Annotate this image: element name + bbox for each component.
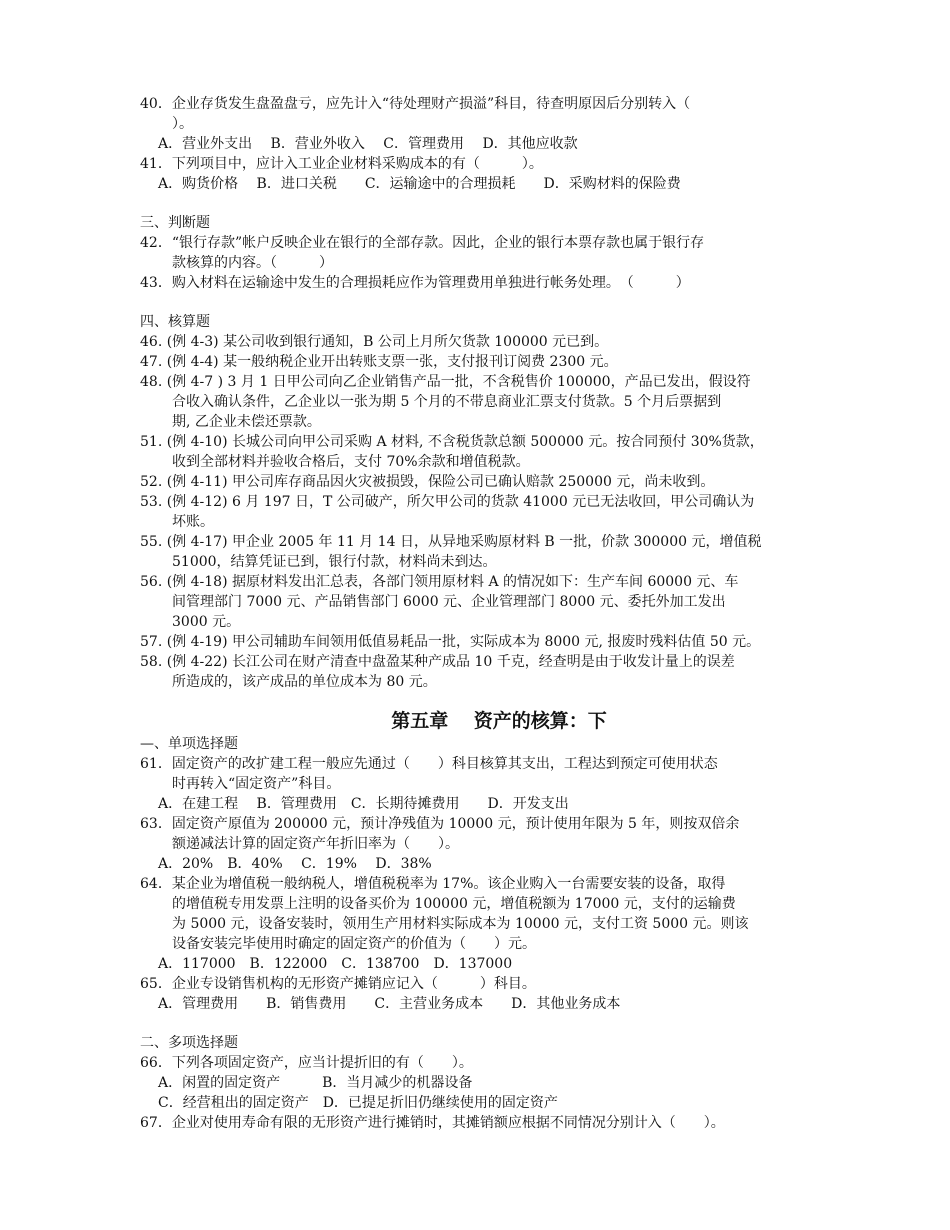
section-true-false-heading: 三、判断题	[140, 215, 210, 231]
question-42-line1: 42．“银行存款”帐户反映企业在银行的全部存款。因此，企业的银行本票存款也属于银行存	[140, 235, 705, 251]
question-64-options: A．117000 B．122000 C．138700 D．137000	[158, 956, 513, 972]
question-58-line2: 所造成的，该产成品的单位成本为 80 元。	[172, 674, 437, 690]
question-51-line1: 51. (例 4-10) 长城公司向甲公司采购 A 材料, 不含税货款总额 500000 元。按合同预付 30%货款，	[140, 434, 764, 450]
section-multi-choice-heading: 二、多项选择题	[140, 1035, 238, 1051]
question-65-options: A．管理费用 B．销售费用 C．主营业务成本 D．其他业务成本	[158, 996, 621, 1012]
question-66: 66．下列各项固定资产，应当计提折旧的有（ ）。	[140, 1055, 473, 1071]
question-52: 52. (例 4-11) 甲公司库存商品因火灾被损毁，保险公司已确认赔款 250000 元，尚未收到。	[140, 474, 715, 490]
question-56-line2: 间管理部门 7000 元、产品销售部门 6000 元、企业管理部门 8000 元、委托外加工发出	[172, 594, 726, 610]
question-47: 47. (例 4-4) 某一般纳税企业开出转账支票一张，支付报刊订阅费 2300 元。	[140, 354, 618, 370]
question-51-line2: 收到全部材料并验收合格后，支付 70%余款和增值税款。	[172, 454, 530, 470]
question-40-line1: 40．企业存货发生盘盈盘亏，应先计入“待处理财产损溢”科目，待查明原因后分别转入（	[140, 96, 691, 112]
section-single-choice-heading: —、单项选择题	[140, 736, 238, 752]
question-61-line1: 61．固定资产的改扩建工程一般应先通过（ ）科目核算其支出，工程达到预定可使用状态	[140, 756, 718, 772]
question-53-line1: 53. (例 4-12) 6 月 197 日，T 公司破产，所欠甲公司的货款 41000 元已无法收回，甲公司确认为	[140, 494, 755, 510]
question-64-line4: 设备安装完毕使用时确定的固定资产的价值为（ ）元。	[172, 936, 536, 952]
question-40-line2: ）。	[172, 116, 193, 132]
question-64-line2: 的增值税专用发票上注明的设备买价为 100000 元，增值税额为 17000 元，支付的运输费	[172, 896, 736, 912]
question-55-line2: 51000，结算凭证已到，银行付款，材料尚未到达。	[172, 554, 497, 570]
question-63-line1: 63．固定资产原值为 200000 元，预计净残值为 10000 元，预计使用年限为 5 年，则按双倍余	[140, 816, 740, 832]
question-43: 43．购入材料在运输途中发生的合理损耗应作为管理费用单独进行帐务处理。 （ ）	[140, 275, 690, 291]
question-56-line1: 56. (例 4-18) 据原材料发出汇总表，各部门领用原材料 A 的情况如下：生产车间 60000 元、车	[140, 574, 739, 590]
question-64-line3: 为 5000 元，设备安装时，领用生产用材料实际成本为 10000 元，支付工资 5000 元。则该	[172, 916, 749, 932]
question-48-line1: 48. (例 4-7 ) 3 月 1 日甲公司向乙企业销售产品一批，不含税售价 100000，产品已发出，假设符	[140, 374, 751, 390]
question-61-options: A．在建工程 B．管理费用 C．长期待摊费用 D．开发支出	[158, 796, 569, 812]
question-40-options: A．营业外支出 B．营业外收入 C．管理费用 D．其他应收款	[158, 136, 578, 152]
question-55-line1: 55. (例 4-17) 甲企业 2005 年 11 月 14 日，从异地采购原材料 B 一批，价款 300000 元，增值税	[140, 534, 762, 550]
question-58-line1: 58. (例 4-22) 长江公司在财产清查中盘盈某种产成品 10 千克，经查明是由于收发计量上的误差	[140, 654, 735, 670]
question-57: 57. (例 4-19) 甲公司辅助车间领用低值易耗品一批，实际成本为 8000 元, 报废时残料估值 50 元。	[140, 634, 761, 650]
document-content	[140, 94, 820, 1133]
question-61-line2: 时再转入“固定资产”科目。	[172, 776, 341, 792]
chapter-title: 第五章 资产的核算：下	[391, 710, 607, 732]
question-65: 65．企业专设销售机构的无形资产摊销应记入（ ）科目。	[140, 976, 536, 992]
question-53-line2: 坏账。	[172, 514, 214, 530]
question-42-line2: 款核算的内容。（ ）	[172, 255, 333, 271]
section-accounting-heading: 四、核算题	[140, 314, 210, 330]
question-48-line2: 合收入确认条件，乙企业以一张为期 5 个月的不带息商业汇票支付货款。5 个月后票据到	[172, 394, 722, 410]
question-66-options-1: A．闲置的固定资产 B．当月减少的机器设备	[158, 1075, 473, 1091]
question-63-line2: 额递减法计算的固定资产年折旧率为（ ）。	[172, 836, 459, 852]
question-41-options: A．购货价格 B．进口关税 C．运输途中的合理损耗 D．采购材料的保险费	[158, 176, 681, 192]
question-66-options-2: C．经营租出的固定资产 D．已提足折旧仍继续使用的固定资产	[158, 1095, 558, 1111]
question-56-line3: 3000 元。	[172, 614, 241, 630]
question-48-line3: 期, 乙企业未偿还票款。	[172, 414, 321, 430]
question-41: 41．下列项目中，应计入工业企业材料采购成本的有（ ）。	[140, 156, 543, 172]
question-63-options: A．20% B．40% C．19% D．38%	[158, 856, 432, 872]
question-64-line1: 64．某企业为增值税一般纳税人，增值税税率为 17%。该企业购入一台需要安装的设备，取得	[140, 876, 726, 892]
question-67: 67．企业对使用寿命有限的无形资产进行摊销时，其摊销额应根据不同情况分别计入（ ）。	[140, 1115, 725, 1131]
question-46: 46. (例 4-3) 某公司收到银行通知，B 公司上月所欠货款 100000 元已到。	[140, 334, 609, 350]
